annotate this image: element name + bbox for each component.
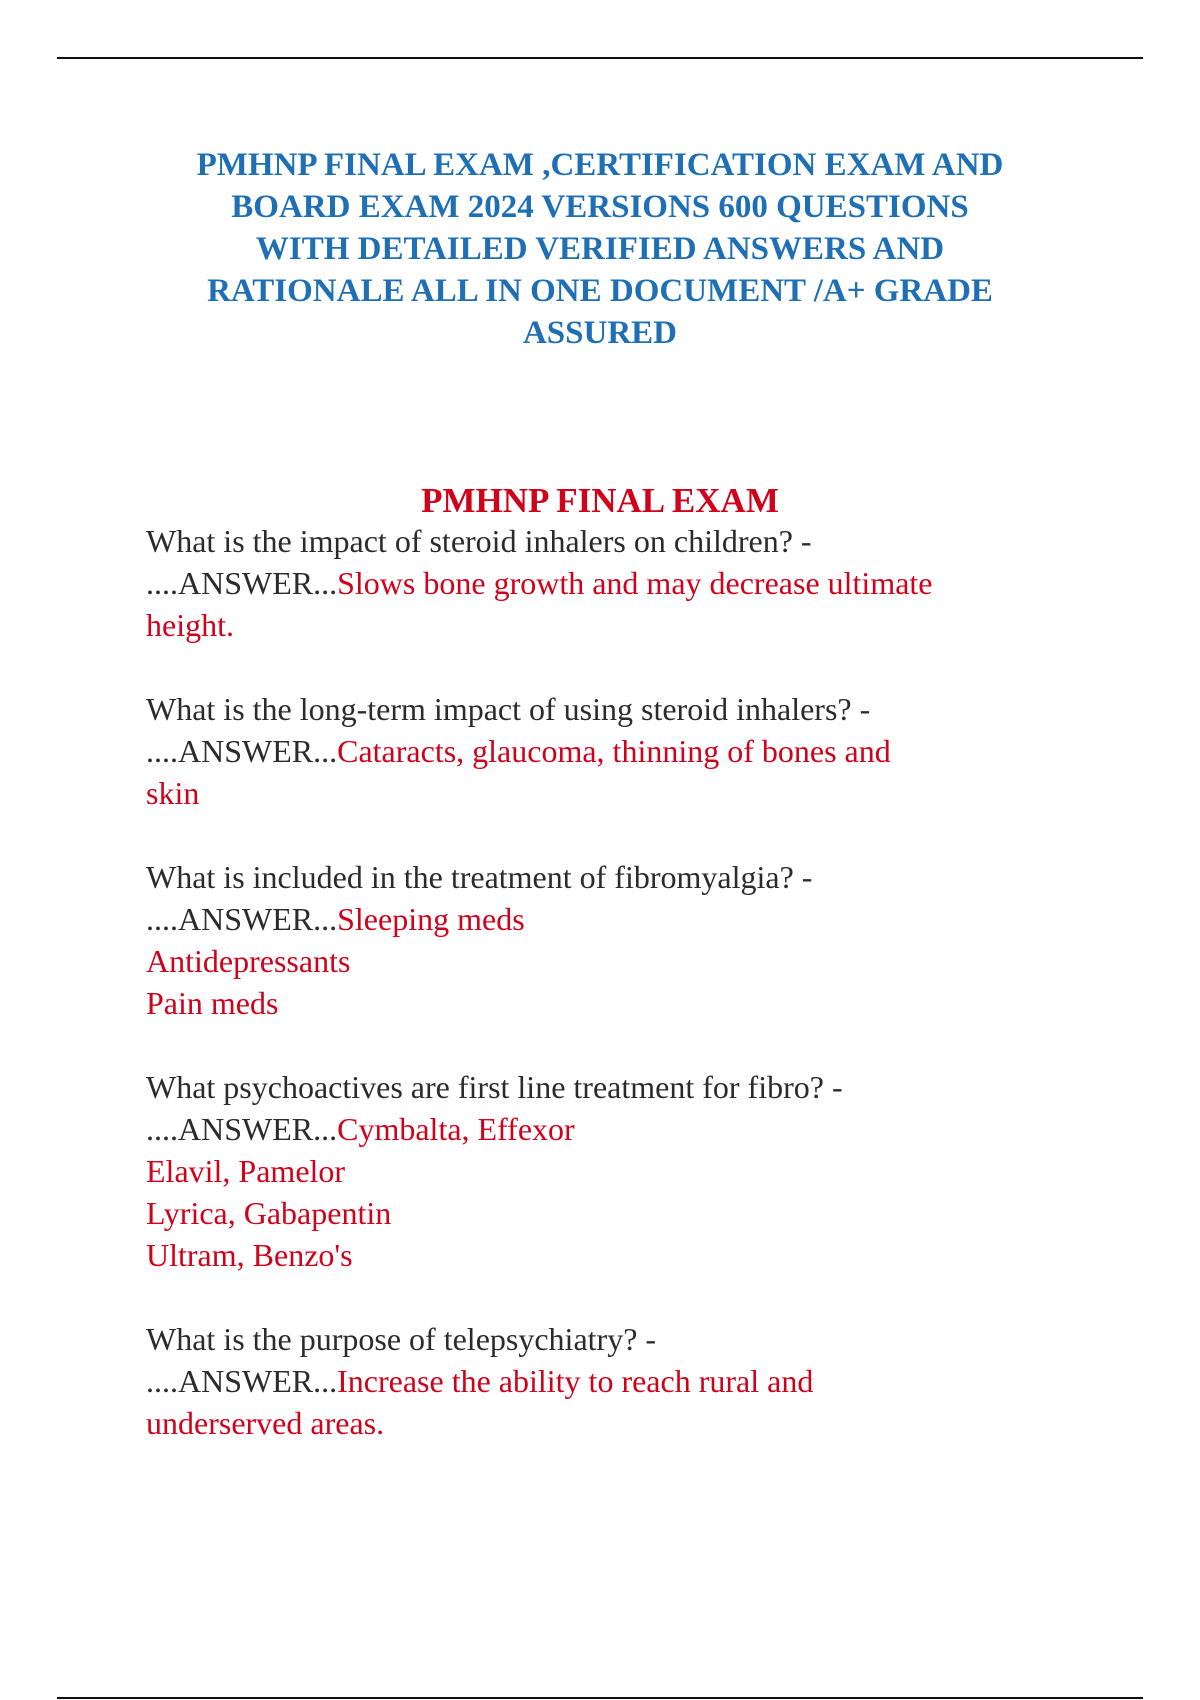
qa-item <box>146 1066 1086 1276</box>
title-line: PMHNP FINAL EXAM ,CERTIFICATION EXAM AND <box>196 147 1004 183</box>
title-line: BOARD EXAM 2024 VERSIONS 600 QUESTIONS <box>231 189 969 225</box>
answer-text: Slows bone growth and may decrease ultimate <box>337 565 933 601</box>
answer-continuation: Antidepressants <box>146 943 351 979</box>
answer-text: Cymbalta, Effexor <box>337 1111 575 1147</box>
answer-continuation: height. <box>146 607 234 643</box>
answer-text: Cataracts, glaucoma, thinning of bones and <box>337 733 891 769</box>
qa-item <box>146 520 1086 646</box>
question-text: What is the long-term impact of using steroid inhalers? - <box>146 691 871 727</box>
answer-prefix: ....ANSWER... <box>146 901 338 937</box>
answer-prefix: ....ANSWER... <box>146 1363 338 1399</box>
answer-continuation: skin <box>146 775 200 811</box>
answer-line <box>146 562 1086 604</box>
answer-line <box>146 1108 1086 1150</box>
question-text: What is the impact of steroid inhalers on children? - <box>146 523 812 559</box>
qa-item <box>146 1318 1086 1444</box>
answer-continuation: Elavil, Pamelor <box>146 1153 346 1189</box>
answer-text: Increase the ability to reach rural and <box>337 1363 814 1399</box>
qa-list <box>146 520 1086 1486</box>
answer-continuation: Pain meds <box>146 985 279 1021</box>
qa-item <box>146 688 1086 814</box>
answer-continuation: Ultram, Benzo's <box>146 1237 353 1273</box>
bottom-divider <box>57 1697 1143 1699</box>
answer-prefix: ....ANSWER... <box>146 565 338 601</box>
qa-item <box>146 856 1086 1024</box>
answer-prefix: ....ANSWER... <box>146 1111 338 1147</box>
answer-line <box>146 1360 1086 1402</box>
document-title <box>140 144 1060 354</box>
answer-text: Sleeping meds <box>337 901 525 937</box>
answer-prefix: ....ANSWER... <box>146 733 338 769</box>
section-heading: PMHNP FINAL EXAM <box>421 481 779 520</box>
title-line: RATIONALE ALL IN ONE DOCUMENT /A+ GRADE <box>207 273 993 309</box>
answer-continuation: underserved areas. <box>146 1405 385 1441</box>
question-text: What is the purpose of telepsychiatry? - <box>146 1321 657 1357</box>
title-line: ASSURED <box>522 315 678 351</box>
answer-line <box>146 730 1086 772</box>
answer-line <box>146 898 1086 940</box>
question-text: What is included in the treatment of fibromyalgia? - <box>146 859 813 895</box>
question-text: What psychoactives are first line treatment for fibro? - <box>146 1069 843 1105</box>
title-line: WITH DETAILED VERIFIED ANSWERS AND <box>255 231 945 267</box>
answer-continuation: Lyrica, Gabapentin <box>146 1195 392 1231</box>
top-divider <box>57 57 1143 59</box>
